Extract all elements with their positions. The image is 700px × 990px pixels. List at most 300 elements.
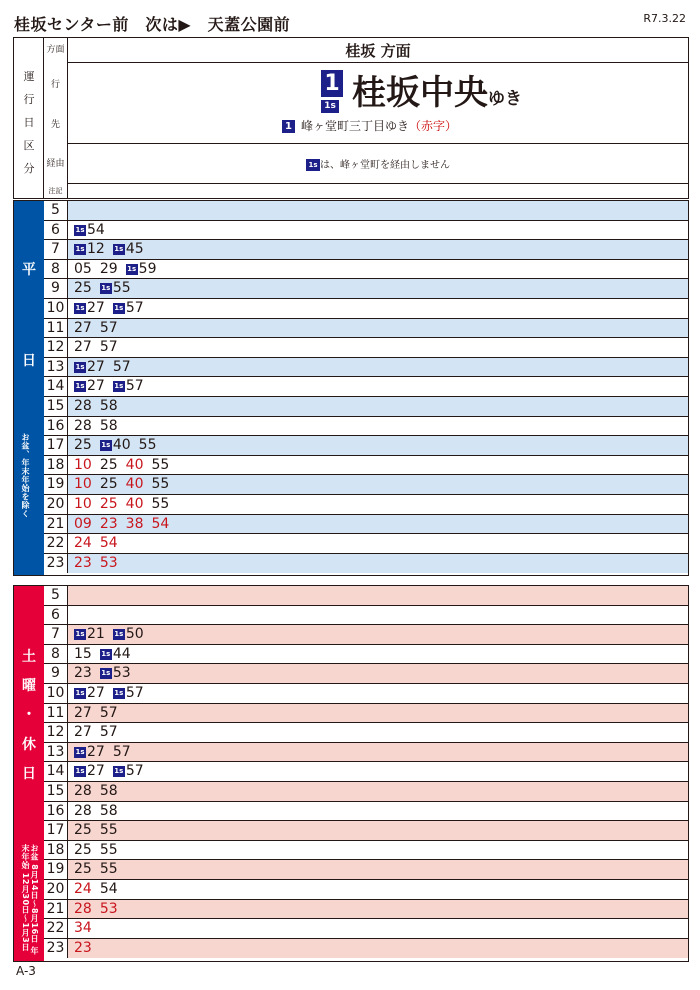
departure-minute (74, 939, 92, 958)
departure-minute (74, 704, 92, 723)
minute-text: 45 (125, 241, 144, 258)
minute-text: 57 (112, 743, 131, 760)
minute-text: 27 (87, 743, 105, 760)
minute-text: 54 (99, 535, 118, 552)
minute-text: 21 (87, 626, 105, 643)
minute-text: 27 (74, 319, 92, 336)
departure-minute (100, 821, 118, 840)
minute-text: 58 (99, 802, 118, 819)
minutes-cell (74, 782, 126, 801)
departure-minute (74, 436, 92, 455)
minute-text: 23 (74, 939, 92, 956)
minutes-cell (74, 495, 177, 514)
hour-cell: 23 (44, 554, 68, 574)
timetable-row (44, 436, 688, 456)
departure-minute (100, 723, 118, 742)
departure-minute (100, 860, 118, 879)
departure-minute (113, 358, 131, 377)
operation-day-char: 日 (23, 116, 35, 129)
hour-cell: 9 (44, 279, 68, 298)
minute-text: 15 (74, 645, 92, 662)
departure-minute (74, 358, 105, 377)
departure-minute (113, 743, 131, 762)
hour-cell: 18 (44, 456, 68, 475)
timetable-row (44, 319, 688, 339)
hour-cell: 12 (44, 723, 68, 742)
minute-text: 25 (99, 456, 118, 473)
departure-minute (100, 456, 118, 475)
minute-text: 53 (99, 554, 118, 571)
timetable-row (44, 802, 688, 822)
timetable-row (44, 821, 688, 841)
hour-cell: 5 (44, 201, 68, 220)
hour-cell: 10 (44, 684, 68, 703)
minute-text: 28 (74, 900, 92, 917)
departure-minute (74, 279, 92, 298)
timetable-row (44, 299, 688, 319)
departure-minute (100, 554, 118, 573)
express-1s-badge: 1s (75, 245, 85, 254)
route-number-badge: 1 (321, 70, 343, 97)
minute-text: 55 (112, 280, 131, 297)
minute-text: 55 (151, 456, 170, 473)
departure-minute (74, 260, 92, 279)
timetable-row (44, 279, 688, 299)
timetable-row (44, 358, 688, 378)
hour-cell: 22 (44, 534, 68, 553)
express-1s-badge: 1s (101, 649, 111, 658)
departure-minute (100, 475, 118, 494)
timetable-row (44, 495, 688, 515)
hour-cell: 11 (44, 704, 68, 723)
departure-minute (74, 417, 92, 436)
minute-text: 28 (74, 417, 92, 434)
express-1s-badge: 1s (75, 303, 85, 312)
holiday-char: 曜 (22, 678, 36, 694)
minutes-cell (74, 939, 100, 958)
minutes-cell (74, 880, 126, 899)
minutes-cell (74, 397, 126, 416)
weekday-char: 日 (22, 353, 36, 369)
timetable-row (44, 684, 688, 704)
minute-text: 23 (99, 515, 118, 532)
hour-cell: 10 (44, 299, 68, 318)
minute-text: 53 (112, 665, 131, 682)
express-1s-badge: 1s (75, 362, 85, 371)
minute-text: 28 (74, 802, 92, 819)
departure-minute (139, 436, 157, 455)
minutes-cell (74, 515, 177, 534)
hour-cell: 7 (44, 240, 68, 259)
minute-text: 57 (99, 704, 118, 721)
holiday-rows (44, 586, 688, 958)
timetable-row (44, 939, 688, 959)
minute-text: 57 (99, 339, 118, 356)
minute-text: 54 (99, 880, 118, 897)
via-note-text: は、峰ヶ堂町を経由しません (320, 160, 450, 171)
via-label: 経由 (44, 144, 68, 184)
minute-text: 23 (74, 554, 92, 571)
minutes-cell (74, 456, 177, 475)
timetable-row (44, 704, 688, 724)
hour-cell: 14 (44, 762, 68, 781)
holiday-char: 日 (22, 766, 36, 782)
departure-minute (100, 417, 118, 436)
minutes-cell (74, 625, 152, 644)
departure-minute (74, 240, 105, 259)
departure-minute (151, 456, 169, 475)
hour-cell: 15 (44, 782, 68, 801)
timetable-row (44, 221, 688, 241)
destination-label-1: 行 (50, 80, 60, 90)
minute-text: 24 (74, 535, 92, 552)
departure-minute (74, 515, 92, 534)
holiday-char: 休 (22, 737, 36, 753)
timetable-row (44, 723, 688, 743)
note-cell (68, 184, 688, 198)
departure-minute (74, 534, 92, 553)
departure-minute (74, 664, 92, 683)
operation-day-label (14, 38, 44, 198)
departure-minute (100, 880, 118, 899)
timetable-row (44, 606, 688, 626)
minutes-cell (74, 841, 126, 860)
express-1s-badge: 1s (114, 688, 124, 697)
minute-text: 58 (99, 782, 118, 799)
minutes-cell (74, 919, 100, 938)
hour-cell: 9 (44, 664, 68, 683)
minute-text: 05 (74, 260, 92, 277)
minutes-cell (74, 279, 139, 298)
direction-label: 方面 (44, 38, 68, 63)
minute-text: 55 (151, 476, 170, 493)
departure-minute (74, 802, 92, 821)
departure-minute (100, 495, 118, 514)
hour-cell: 20 (44, 880, 68, 899)
departure-minute (126, 495, 144, 514)
timetable-row (44, 841, 688, 861)
minute-text: 27 (74, 724, 92, 741)
express-1s-badge: 1s (114, 767, 124, 776)
weekday-rows (44, 201, 688, 573)
minutes-cell (74, 723, 126, 742)
hour-cell: 19 (44, 475, 68, 494)
hour-cell: 8 (44, 260, 68, 279)
minute-text: 10 (74, 456, 92, 473)
minute-text: 12 (87, 241, 105, 258)
departure-minute (100, 645, 131, 664)
express-1s-badge: 1s (101, 441, 111, 450)
sub-destination (282, 117, 457, 134)
departure-minute (74, 554, 92, 573)
departure-minute (100, 436, 131, 455)
holiday-timetable (13, 585, 689, 962)
departure-minute (126, 260, 157, 279)
minute-text: 57 (99, 319, 118, 336)
weekday-band (14, 201, 44, 575)
minute-text: 44 (112, 645, 131, 662)
timetable-row (44, 456, 688, 476)
weekday-timetable (13, 200, 689, 576)
departure-minute (74, 377, 105, 396)
departure-minute (74, 723, 92, 742)
timetable-row (44, 586, 688, 606)
minutes-cell (74, 475, 177, 494)
express-1s-badge: 1s (114, 630, 124, 639)
timetable-row (44, 534, 688, 554)
departure-minute (74, 319, 92, 338)
operation-day-char: 分 (23, 162, 35, 175)
hour-cell: 16 (44, 417, 68, 436)
page-number: A-3 (16, 964, 36, 978)
timetable-row (44, 625, 688, 645)
minute-text: 57 (125, 299, 144, 316)
timetable-row (44, 338, 688, 358)
timetable-row (44, 919, 688, 939)
departure-minute (74, 919, 92, 938)
minute-text: 55 (99, 841, 118, 858)
departure-minute (74, 456, 92, 475)
departure-minute (151, 515, 169, 534)
minute-text: 28 (74, 397, 92, 414)
sub-destination-note: （赤字） (409, 119, 458, 133)
minute-text: 40 (125, 476, 144, 493)
express-1s-badge: 1s (114, 382, 124, 391)
hour-cell: 18 (44, 841, 68, 860)
minutes-cell (74, 900, 126, 919)
timetable-row (44, 762, 688, 782)
page-title: 桂坂センター前 次は▶ 天蓋公園前 (14, 15, 291, 34)
hour-cell: 7 (44, 625, 68, 644)
main-destination-name (352, 65, 522, 114)
express-1s-badge: 1s (321, 100, 339, 113)
departure-minute (74, 475, 92, 494)
timetable-row (44, 782, 688, 802)
minutes-cell (74, 417, 126, 436)
express-1s-badge: 1s (75, 688, 85, 697)
minutes-cell (74, 240, 152, 259)
holiday-period-note: お盆 8月14日〜8月16日 年末年始 12月30日〜1月3日 (21, 844, 39, 955)
minute-text: 25 (74, 841, 92, 858)
timetable-row (44, 417, 688, 437)
minute-text: 34 (74, 920, 92, 937)
revision-date: R7.3.22 (643, 12, 686, 25)
timetable-row (44, 664, 688, 684)
departure-minute (74, 495, 92, 514)
departure-minute (113, 625, 144, 644)
holiday-char: ・ (22, 707, 36, 723)
minute-text: 24 (74, 880, 92, 897)
minute-text: 25 (99, 476, 118, 493)
weekday-char: 平 (22, 262, 36, 278)
hour-cell: 21 (44, 900, 68, 919)
via-note (68, 156, 688, 171)
minutes-cell (74, 860, 126, 879)
departure-minute (113, 299, 144, 318)
timetable-row (44, 515, 688, 535)
departure-minute (74, 625, 105, 644)
destination-label (44, 63, 68, 144)
departure-minute (113, 762, 144, 781)
note-label: 注記 (44, 184, 68, 198)
minutes-cell (74, 704, 126, 723)
departure-minute (74, 684, 105, 703)
minutes-cell (74, 802, 126, 821)
departure-minute (100, 397, 118, 416)
timetable-row (44, 260, 688, 280)
departure-minute (74, 397, 92, 416)
departure-minute (74, 900, 92, 919)
departure-minute (74, 821, 92, 840)
hour-cell: 5 (44, 586, 68, 605)
minute-text: 27 (74, 704, 92, 721)
minutes-cell (74, 821, 126, 840)
departure-minute (151, 495, 169, 514)
departure-minute (74, 221, 105, 240)
minute-text: 27 (87, 358, 105, 375)
minutes-cell (74, 338, 126, 357)
minute-text: 54 (87, 221, 105, 238)
hour-cell: 6 (44, 221, 68, 240)
minute-text: 55 (99, 822, 118, 839)
minute-text: 40 (112, 437, 131, 454)
departure-minute (100, 279, 131, 298)
departure-minute (100, 534, 118, 553)
departure-minute (74, 743, 105, 762)
minute-text: 10 (74, 476, 92, 493)
via-1s-badge: 1s (306, 159, 320, 171)
minute-text: 25 (74, 822, 92, 839)
departure-minute (151, 475, 169, 494)
minute-text: 38 (125, 515, 144, 532)
hour-cell: 20 (44, 495, 68, 514)
hour-cell: 17 (44, 821, 68, 840)
minute-text: 40 (125, 495, 144, 512)
minutes-cell (74, 664, 139, 683)
minute-text: 27 (87, 684, 105, 701)
timetable-row (44, 900, 688, 920)
express-1s-badge: 1s (114, 245, 124, 254)
minute-text: 58 (99, 397, 118, 414)
minute-text: 57 (125, 378, 144, 395)
minute-text: 54 (151, 515, 170, 532)
hour-cell: 22 (44, 919, 68, 938)
departure-minute (74, 338, 92, 357)
express-1s-badge: 1s (101, 669, 111, 678)
hour-cell: 13 (44, 358, 68, 377)
weekday-exception-note: お盆、年末年始を除く (21, 433, 30, 518)
departure-minute (100, 515, 118, 534)
timetable-row (44, 645, 688, 665)
minutes-cell (74, 299, 152, 318)
departure-minute (126, 475, 144, 494)
sub-route-number-badge: 1 (282, 120, 295, 133)
timetable-row (44, 240, 688, 260)
direction-text: 桂坂 方面 (345, 42, 411, 60)
departure-minute (126, 515, 144, 534)
hour-cell: 15 (44, 397, 68, 416)
minutes-cell (74, 260, 164, 279)
express-1s-badge: 1s (75, 747, 85, 756)
timetable-row (44, 880, 688, 900)
departure-minute (100, 782, 118, 801)
departure-minute (113, 240, 144, 259)
timetable-row (44, 475, 688, 495)
operation-day-char: 行 (23, 93, 35, 106)
minutes-cell (74, 645, 139, 664)
minute-text: 55 (138, 437, 157, 454)
holiday-band (14, 586, 44, 961)
operation-day-char: 区 (23, 139, 35, 152)
express-1s-badge: 1s (75, 767, 85, 776)
hour-cell: 8 (44, 645, 68, 664)
departure-minute (113, 684, 144, 703)
minutes-cell (74, 534, 126, 553)
express-1s-badge: 1s (114, 303, 124, 312)
minute-text: 57 (112, 358, 131, 375)
departure-minute (74, 782, 92, 801)
departure-minute (100, 664, 131, 683)
departure-minute (74, 841, 92, 860)
departure-minute (74, 645, 92, 664)
departure-minute (126, 456, 144, 475)
hour-cell: 16 (44, 802, 68, 821)
departure-minute (100, 802, 118, 821)
express-1s-badge: 1s (75, 382, 85, 391)
departure-minute (113, 377, 144, 396)
minutes-cell (74, 762, 152, 781)
minute-text: 28 (74, 782, 92, 799)
minute-text: 57 (99, 724, 118, 741)
hour-cell: 21 (44, 515, 68, 534)
express-1s-badge: 1s (101, 284, 111, 293)
minute-text: 09 (74, 515, 92, 532)
sub-destination-name: 峰ヶ堂町三丁目ゆき (301, 119, 410, 133)
minute-text: 27 (87, 299, 105, 316)
via-cell (68, 144, 688, 184)
departure-minute (74, 860, 92, 879)
timetable-row (44, 743, 688, 763)
minute-text: 25 (74, 437, 92, 454)
minute-text: 27 (74, 339, 92, 356)
hour-cell: 14 (44, 377, 68, 396)
minute-text: 27 (87, 763, 105, 780)
destination-label-2: 先 (50, 120, 60, 130)
timetable-row (44, 397, 688, 417)
express-1s-badge: 1s (75, 630, 85, 639)
direction-cell (68, 38, 688, 63)
minute-text: 53 (99, 900, 118, 917)
minutes-cell (74, 319, 126, 338)
minute-text: 57 (125, 684, 144, 701)
hour-cell: 13 (44, 743, 68, 762)
departure-minute (100, 260, 118, 279)
minutes-cell (74, 554, 126, 573)
minutes-cell (74, 358, 139, 377)
hour-cell: 11 (44, 319, 68, 338)
departure-minute (100, 319, 118, 338)
minutes-cell (74, 743, 139, 762)
minute-text: 57 (125, 763, 144, 780)
departure-minute (100, 900, 118, 919)
minutes-cell (74, 436, 164, 455)
hour-cell: 17 (44, 436, 68, 455)
holiday-char: 土 (22, 649, 36, 665)
hour-cell: 19 (44, 860, 68, 879)
departure-minute (74, 762, 105, 781)
departure-minute (74, 299, 105, 318)
timetable-row (44, 554, 688, 574)
